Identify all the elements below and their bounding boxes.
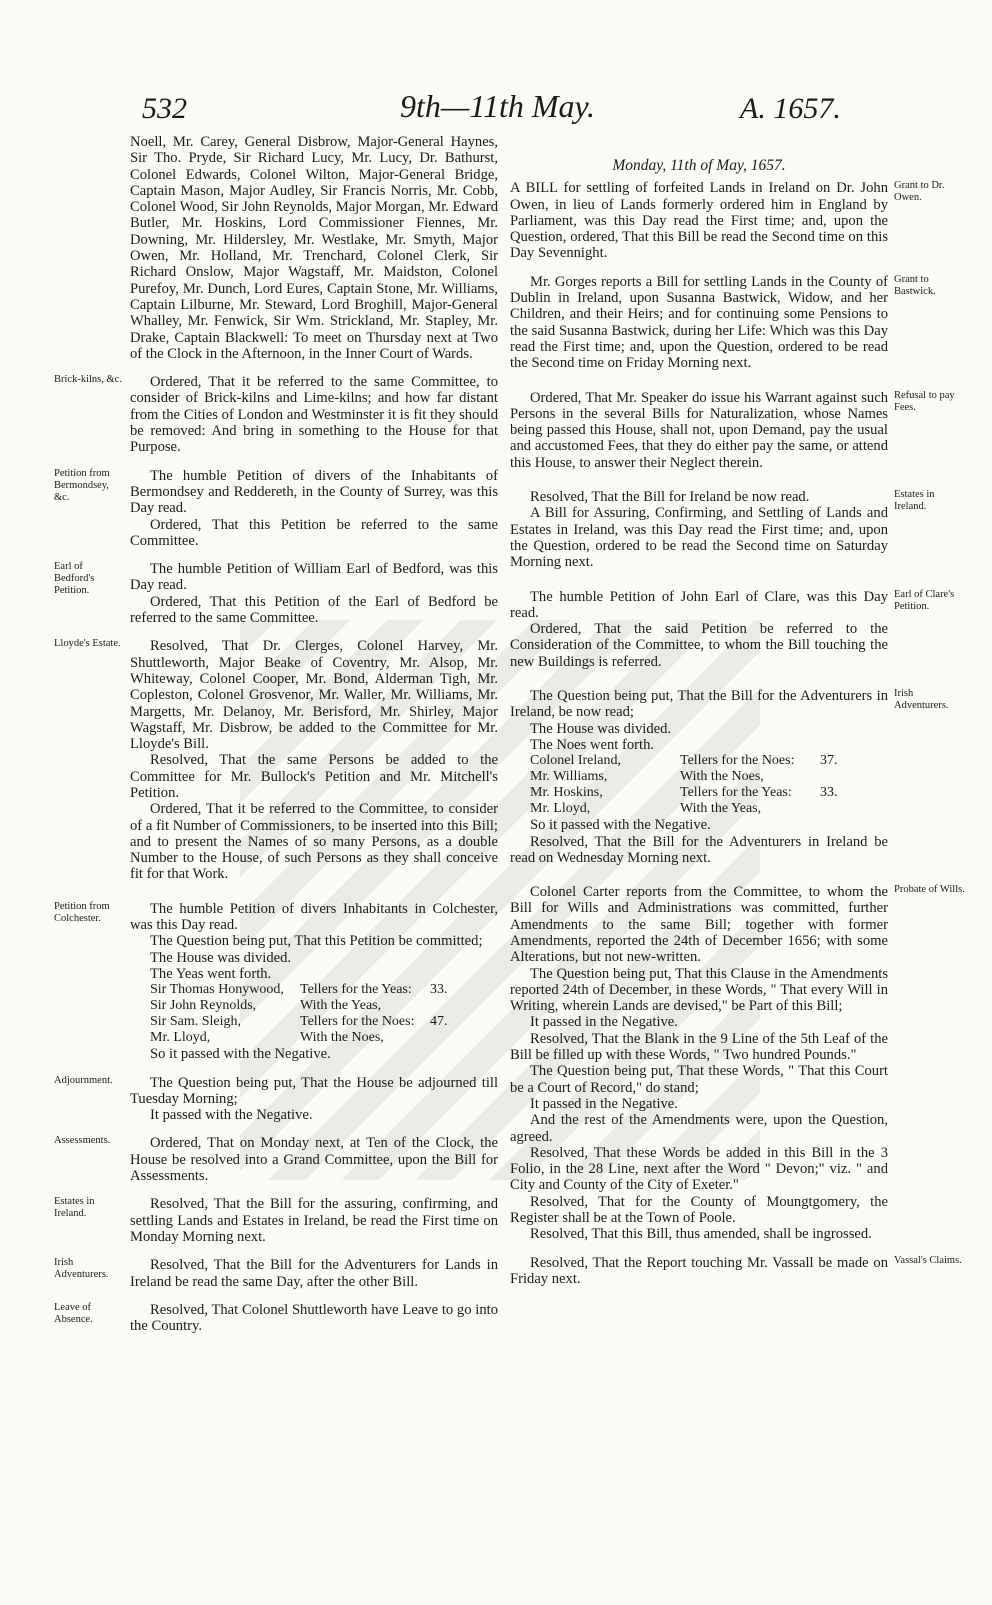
tellers-table: [530, 753, 888, 817]
entry-text: So it passed with the Negative.: [150, 1046, 331, 1063]
teller-count: [430, 998, 470, 1014]
page-number: 532: [142, 92, 187, 125]
entry-bastwick: [510, 273, 936, 372]
header-date: 9th—11th May.: [400, 88, 595, 124]
entry-text: Mr. Gorges reports a Bill for settling Lands in the County of Dublin in Ireland, upon Susanna Bastwick, Widow, and her Children, and their Heirs; and for continuing some Pensions to the said Susanna Bastwick, during her Life: Which was this Day read the First time; and, upon the Question, ordered to be read the Second time on Friday Morning next.: [510, 273, 888, 372]
margin-note: Earl of Clare's Petition.: [894, 588, 955, 612]
entry-lloyde: [54, 638, 498, 883]
margin-note: Vassal's Claims.: [894, 1254, 962, 1266]
margin-note: Grant to Dr. Owen.: [894, 180, 945, 204]
page-header: [0, 88, 992, 132]
margin-note: Leave of Absence.: [54, 1301, 93, 1325]
entry-text: It passed with the Negative.: [150, 1107, 313, 1124]
entry-text: Resolved, That Colonel Shuttleworth have Leave to go into the Country.: [130, 1301, 498, 1335]
entry-vassall: [510, 1254, 962, 1288]
entry-text: The Question being put, That this Petition be committed;: [150, 933, 483, 950]
entry-estates-ireland: [510, 489, 935, 571]
entry-text: Resolved, That the Bill for the assuring, confirming, and settling Lands and Estates in Ireland, be read the First time on Monday Morning next.: [130, 1196, 498, 1245]
entry-colchester: [54, 900, 498, 1063]
entry-text: Ordered, That on Monday next, at Ten of the Clock, the House be resolved into a Grand Committee, upon the Bill for Assessments.: [130, 1135, 498, 1185]
committee-names: Noell, Mr. Carey, General Disbrow, Major-General Haynes, Sir Tho. Pryde, Sir Richard Lucy, Mr. Lucy, Dr. Bathurst, Colonel Edwards, Colonel Wilton, Major-General Bridge, Captain Mason, Major Audley, Sir Francis Norris, Mr. Cobb, Colonel Wood, Sir John Reynolds, Major Morgan, Mr. Edward Butler, Mr. Hoskins, Lord Commissioner Fiennes, Mr. Downing, Mr. Hildersley, Mr. Westlake, Mr. Smyth, Major Owen, Mr. Holland, Mr. Trenchard, Colonel Clerk, Sir Richard Onslow, Major Wagstaff, Mr. Maidston, Colonel Purefoy, Mr. Dunch, Lord Eures, Captain Stone, Mr. Williams, Captain Lilburne, Mr. Steward, Lord Broghill, Major-General Whalley, Mr. Fenwick, Sir Wm. Strickland, Mr. Stapley, Mr. Drake, Captain Blackwell: To meet on Thursday next at Two of the Clock in the Afternoon, in the Inner Court of Wards.: [130, 134, 498, 362]
entry-text: The humble Petition of John Earl of Clare, was this Day read.: [510, 588, 888, 621]
entry-text: Resolved, That the Bill for the Adventurers for Lands in Ireland be read the same Day, after the other Bill.: [130, 1257, 498, 1290]
entry-text: It passed in the Negative.: [530, 1095, 678, 1112]
entry-text: So it passed with the Negative.: [530, 817, 711, 834]
entry-text: The Question being put, That the House be adjourned till Tuesday Morning;: [130, 1074, 498, 1107]
entry-adventurers: [510, 688, 949, 866]
entry-text: The humble Petition of divers of the Inhabitants of Bermondsey and Reddereth, in the County of Surrey, was this Day read.: [130, 467, 498, 517]
entry-text: Resolved, That the Bill for the Adventurers in Ireland be read on Wednesday Morning next.: [510, 833, 888, 866]
entry-text: The Question being put, That these Words, " That this Court be a Court of Record," do stand;: [510, 1063, 888, 1096]
teller-role: With the Noes,: [300, 1030, 384, 1046]
entry-text: The House was divided.: [530, 720, 672, 737]
entry-text: Resolved, That this Bill, thus amended, shall be ingrossed.: [530, 1226, 872, 1243]
margin-note: Refusal to pay Fees.: [894, 389, 955, 413]
teller-role: With the Noes,: [680, 769, 764, 785]
entry-estates-ireland: [54, 1196, 498, 1245]
entry-wills: [510, 884, 965, 1243]
teller-name: Sir Sam. Sleigh,: [150, 1014, 242, 1030]
teller-name: Mr. Hoskins,: [530, 785, 603, 801]
teller-role: With the Yeas,: [680, 801, 762, 817]
entry-leave: [54, 1301, 498, 1335]
entry-text: Resolved, That these Words be added in this Bill in the 3 Folio, in the 28 Line, next after the Word " Devon;" viz. " and City and County of the City of Exeter.": [510, 1144, 888, 1194]
left-column: [54, 134, 498, 1335]
margin-note: Irish Adventurers.: [894, 688, 949, 712]
teller-name: Mr. Lloyd,: [150, 1030, 211, 1046]
teller-role: Tellers for the Noes:: [680, 753, 795, 769]
entry-text: Resolved, That for the County of Moungtgomery, the Register shall be at the Town of Poole.: [510, 1193, 888, 1227]
teller-count: [820, 801, 860, 817]
margin-note: Estates in Ireland.: [894, 489, 935, 513]
entry-brick-kilns: [54, 374, 498, 456]
margin-note: Estates in Ireland.: [54, 1196, 95, 1220]
margin-note: Earl of Bedford's Petition.: [54, 561, 95, 597]
entry-text: A Bill for Assuring, Confirming, and Settling of Lands and Estates in Ireland, was this Day read the First time; and, upon the Question, ordered to be read the Second time on Saturday Morning next.: [510, 505, 888, 571]
entry-text: The House was divided.: [150, 949, 292, 966]
teller-count: [820, 769, 860, 785]
teller-name: Colonel Ireland,: [530, 753, 621, 769]
margin-note: Irish Adventurers.: [54, 1257, 109, 1281]
entry-text: Resolved, That the Report touching Mr. Vassall be made on Friday next.: [510, 1254, 888, 1287]
entry-text: A BILL for settling of forfeited Lands in Ireland on Dr. John Owen, in lieu of Lands formerly ordered him in England by Parliament, was this Day read the First time; and, upon the Question, ordered, That this Bill be read the Second time on this Day Sevennight.: [510, 180, 888, 262]
margin-note: Grant to Bastwick.: [894, 273, 936, 297]
entry-text: Ordered, That it be referred to the same Committee, to consider of Brick-kilns and Lime-kilns; and how far distant from the Cities of London and Westminster it is fit they should be removed: And bring in something to the House for that Purpose.: [130, 374, 498, 456]
day-heading: Monday, 11th of May, 1657.: [612, 157, 786, 174]
teller-name: Sir Thomas Honywood,: [150, 982, 284, 998]
entry-text: Colonel Carter reports from the Committee, to whom the Bill for Wills and Administrations was committed, further Amendments to the same Bill; together with former Amendments, reported the 24th of December 1656; with some Alterations, but not new-written.: [510, 884, 888, 966]
teller-name: Mr. Williams,: [530, 769, 608, 785]
margin-note: Brick-kilns, &c.: [54, 374, 122, 386]
entry-text: Ordered, That this Petition of the Earl of Bedford be referred to the same Committee.: [130, 593, 498, 627]
entry-text: Ordered, That this Petition be referred to the same Committee.: [130, 516, 498, 549]
entry-text: Resolved, That the Blank in the 9 Line of the 5th Leaf of the Bill be filled up with these Words, " Two hundred Pounds.": [510, 1030, 888, 1064]
teller-name: Sir John Reynolds,: [150, 998, 257, 1014]
entry-assessments: [54, 1135, 498, 1185]
teller-role: Tellers for the Yeas:: [680, 785, 792, 801]
teller-role: With the Yeas,: [300, 998, 382, 1014]
entry-text: Ordered, That the said Petition be referred to the Consideration of the Committee, to whom the Bill touching the new Buildings is referred.: [510, 621, 888, 670]
right-column: [510, 157, 965, 1287]
entry-text: It passed in the Negative.: [530, 1014, 678, 1031]
teller-count: 33.: [430, 982, 448, 998]
margin-note: Lloyde's Estate.: [54, 638, 121, 650]
teller-count: 37.: [820, 753, 838, 769]
teller-role: Tellers for the Yeas:: [300, 982, 412, 998]
entry-text: The Noes went forth.: [530, 736, 655, 753]
entry-adjournment: [54, 1074, 498, 1124]
teller-count: [430, 1030, 470, 1046]
entry-text: Resolved, That Dr. Clerges, Colonel Harvey, Mr. Shuttleworth, Major Beake of Coventry, Mr. Alsop, Mr. Whiteway, Colonel Cooper, Mr. Bond, Alderman Tigh, Mr. Copleston, Colonel Grosvenor, Mr. Waller, Mr. Williams, Mr. Margetts, Mr. Delanoy, Mr. Berisford, Mr. Shirley, Major Wagstaff, Mr. Disbrow, be added to the Committee for Mr. Lloyde's Bill.: [130, 638, 498, 753]
margin-note: Petition from Colchester.: [54, 900, 110, 924]
entry-fees: [510, 389, 955, 471]
entry-text: Resolved, That the Bill for Ireland be now read.: [530, 489, 810, 506]
entry-text: Resolved, That the same Persons be added to the Committee for Mr. Bullock's Petition and Mr. Mitchell's Petition.: [130, 752, 498, 801]
teller-name: Mr. Lloyd,: [530, 801, 591, 817]
entry-text: The Yeas went forth.: [150, 965, 272, 982]
entry-text: The Question being put, That the Bill for the Adventurers in Ireland, be now read;: [510, 688, 888, 721]
entry-text: Ordered, That it be referred to the Committee, to consider of a fit Number of Commissioners, to be inserted into this Bill; and to present the Names of so many Persons, as a double Number to the House, of such Persons as they shall conceive fit for that Work.: [130, 801, 498, 883]
teller-role: Tellers for the Noes:: [300, 1014, 415, 1030]
entry-text: The humble Petition of divers Inhabitants in Colchester, was this Day read.: [130, 900, 498, 934]
margin-note: Assessments.: [54, 1135, 111, 1147]
teller-count: 47.: [430, 1014, 448, 1030]
entry-clare: [510, 588, 955, 670]
entry-owen: [510, 180, 945, 262]
entry-text: Ordered, That Mr. Speaker do issue his Warrant against such Persons in the several Bills for Naturalization, whose Names being passed this House, shall not, upon Demand, pay the usual and accustomed Fees, that they do either pay the same, or attend this House, to answer their Neglect therein.: [510, 389, 888, 471]
margin-note: Adjournment.: [54, 1074, 113, 1086]
tellers-table: [150, 982, 498, 1046]
entry-text: And the rest of the Amendments were, upon the Question, agreed.: [510, 1112, 888, 1145]
entry-irish-adventurers: [54, 1257, 498, 1290]
margin-note: Probate of Wills.: [894, 884, 965, 896]
header-year: A. 1657.: [740, 92, 841, 125]
entry-bermondsey: [54, 467, 498, 549]
entry-text: The Question being put, That this Clause in the Amendments reported 24th of December, in these Words, " That every Will in Writing, wherein Lands are devised," be Part of this Bill;: [510, 965, 888, 1015]
teller-count: 33.: [820, 785, 838, 801]
entry-bedford: [54, 561, 498, 627]
margin-note: Petition from Bermondsey, &c.: [54, 467, 110, 503]
entry-text: The humble Petition of William Earl of Bedford, was this Day read.: [130, 561, 498, 594]
